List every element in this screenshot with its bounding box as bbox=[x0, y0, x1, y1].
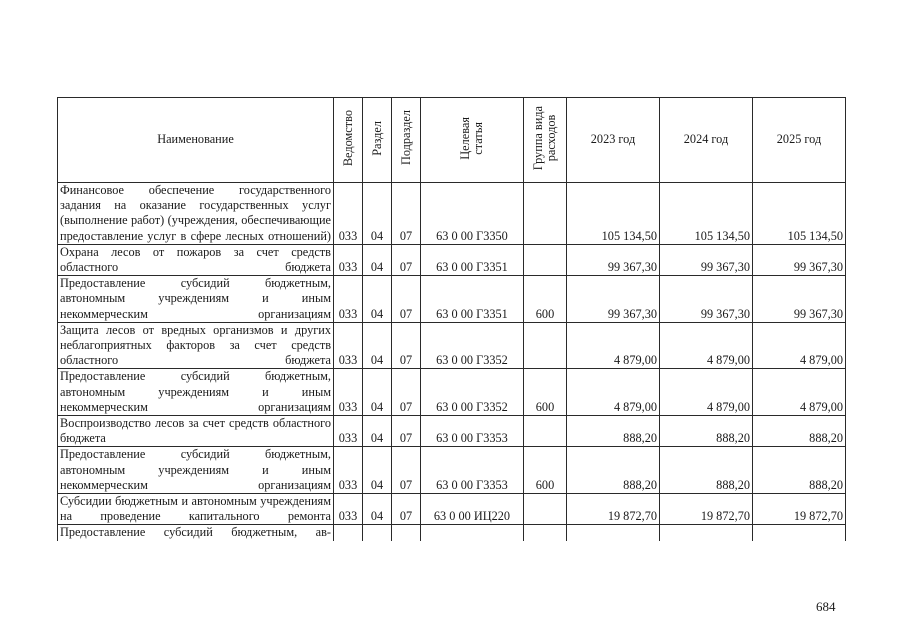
cell-target: 63 0 00 ИЦ220 bbox=[421, 494, 524, 525]
cell-y2024: 99 367,30 bbox=[660, 244, 753, 275]
table-row bbox=[58, 244, 846, 275]
cell-ved bbox=[334, 525, 363, 541]
cell-y2025: 888,20 bbox=[753, 447, 846, 494]
cell-group: 600 bbox=[524, 369, 567, 416]
cell-y2023: 99 367,30 bbox=[567, 244, 660, 275]
cell-target: 63 0 00 Г3352 bbox=[421, 369, 524, 416]
cell-group: 600 bbox=[524, 447, 567, 494]
header-podrazdel: Подраздел bbox=[392, 98, 421, 183]
cell-y2025: 888,20 bbox=[753, 416, 846, 447]
cell-razdel: 04 bbox=[363, 447, 392, 494]
cell-target: 63 0 00 Г3352 bbox=[421, 322, 524, 369]
cell-group bbox=[524, 244, 567, 275]
table-row bbox=[58, 494, 846, 525]
cell-podrazdel: 07 bbox=[392, 447, 421, 494]
cell-ved: 033 bbox=[334, 369, 363, 416]
cell-y2025: 4 879,00 bbox=[753, 322, 846, 369]
cell-y2024: 888,20 bbox=[660, 447, 753, 494]
cell-target bbox=[421, 525, 524, 541]
cell-ved: 033 bbox=[334, 322, 363, 369]
cell-razdel: 04 bbox=[363, 244, 392, 275]
cell-podrazdel: 07 bbox=[392, 369, 421, 416]
cell-podrazdel: 07 bbox=[392, 494, 421, 525]
header-razdel: Раздел bbox=[363, 98, 392, 183]
cell-name: Защита лесов от вредных организмов и других неблагоприятных факторов за счет средств областного бюджета bbox=[58, 322, 334, 369]
cell-group bbox=[524, 525, 567, 541]
table-row bbox=[58, 416, 846, 447]
cell-y2025 bbox=[753, 525, 846, 541]
header-2024: 2024 год bbox=[660, 98, 753, 183]
cell-ved: 033 bbox=[334, 183, 363, 245]
cell-y2025: 105 134,50 bbox=[753, 183, 846, 245]
cell-ved: 033 bbox=[334, 244, 363, 275]
cell-name: Предоставление субсидий бюджетным, автономным учреждениям и иным некоммерческим организациям bbox=[58, 369, 334, 416]
cell-group bbox=[524, 494, 567, 525]
cell-y2023: 99 367,30 bbox=[567, 276, 660, 323]
cell-razdel: 04 bbox=[363, 369, 392, 416]
cell-name: Воспроизводство лесов за счет средств областного бюджета bbox=[58, 416, 334, 447]
cell-target: 63 0 00 Г3353 bbox=[421, 447, 524, 494]
cell-target: 63 0 00 Г3351 bbox=[421, 276, 524, 323]
cell-target: 63 0 00 Г3350 bbox=[421, 183, 524, 245]
cell-group bbox=[524, 322, 567, 369]
cell-y2025: 19 872,70 bbox=[753, 494, 846, 525]
cell-podrazdel: 07 bbox=[392, 183, 421, 245]
cell-name: Субсидии бюджетным и автономным учреждениям на проведение капитального ремонта bbox=[58, 494, 334, 525]
cell-ved: 033 bbox=[334, 416, 363, 447]
header-target: Целевая статья bbox=[421, 98, 524, 183]
cell-podrazdel: 07 bbox=[392, 322, 421, 369]
cell-ved: 033 bbox=[334, 447, 363, 494]
header-group: Группа вида расходов bbox=[524, 98, 567, 183]
table-row bbox=[58, 183, 846, 245]
cell-group: 600 bbox=[524, 276, 567, 323]
cell-podrazdel: 07 bbox=[392, 416, 421, 447]
cell-name: Финансовое обеспечение государственного задания на оказание государственных услуг (выполнение работ) (учреждения, обеспечивающие предоставление услуг в сфере лесных отношений) bbox=[58, 183, 334, 245]
header-name: Наименование bbox=[58, 98, 334, 183]
budget-table bbox=[57, 97, 846, 541]
cell-y2025: 99 367,30 bbox=[753, 276, 846, 323]
cell-razdel: 04 bbox=[363, 494, 392, 525]
cell-y2023: 888,20 bbox=[567, 447, 660, 494]
cell-y2025: 99 367,30 bbox=[753, 244, 846, 275]
cell-podrazdel: 07 bbox=[392, 276, 421, 323]
cell-y2024: 19 872,70 bbox=[660, 494, 753, 525]
cell-podrazdel bbox=[392, 525, 421, 541]
cell-razdel bbox=[363, 525, 392, 541]
cell-razdel: 04 bbox=[363, 416, 392, 447]
cell-ved: 033 bbox=[334, 276, 363, 323]
cell-ved: 033 bbox=[334, 494, 363, 525]
table-row bbox=[58, 276, 846, 323]
cell-razdel: 04 bbox=[363, 276, 392, 323]
cell-group bbox=[524, 416, 567, 447]
header-ved: Ведомство bbox=[334, 98, 363, 183]
cell-name: Предоставление субсидий бюджетным, автономным учреждениям и иным некоммерческим организациям bbox=[58, 447, 334, 494]
cell-target: 63 0 00 Г3351 bbox=[421, 244, 524, 275]
cell-y2024: 888,20 bbox=[660, 416, 753, 447]
cell-group bbox=[524, 183, 567, 245]
cell-target: 63 0 00 Г3353 bbox=[421, 416, 524, 447]
cell-y2023: 19 872,70 bbox=[567, 494, 660, 525]
cell-podrazdel: 07 bbox=[392, 244, 421, 275]
header-2025: 2025 год bbox=[753, 98, 846, 183]
cell-y2023: 4 879,00 bbox=[567, 369, 660, 416]
header-row bbox=[58, 98, 846, 183]
cell-y2023: 888,20 bbox=[567, 416, 660, 447]
cell-y2024: 105 134,50 bbox=[660, 183, 753, 245]
cell-y2023: 105 134,50 bbox=[567, 183, 660, 245]
table-row bbox=[58, 447, 846, 494]
page-number: 684 bbox=[816, 599, 836, 614]
cell-razdel: 04 bbox=[363, 322, 392, 369]
cell-y2024: 99 367,30 bbox=[660, 276, 753, 323]
table-row bbox=[58, 525, 846, 541]
cell-razdel: 04 bbox=[363, 183, 392, 245]
cell-name: Предоставление субсидий бюджетным, автономным учреждениям и иным некоммерческим организациям bbox=[58, 276, 334, 323]
cell-y2024: 4 879,00 bbox=[660, 322, 753, 369]
cell-y2023 bbox=[567, 525, 660, 541]
cell-y2023: 4 879,00 bbox=[567, 322, 660, 369]
cell-y2024 bbox=[660, 525, 753, 541]
cell-name: Предоставление субсидий бюджетным, ав- bbox=[58, 525, 334, 541]
cell-name: Охрана лесов от пожаров за счет средств областного бюджета bbox=[58, 244, 334, 275]
table-row bbox=[58, 322, 846, 369]
table-row bbox=[58, 369, 846, 416]
header-2023: 2023 год bbox=[567, 98, 660, 183]
cell-y2024: 4 879,00 bbox=[660, 369, 753, 416]
cell-y2025: 4 879,00 bbox=[753, 369, 846, 416]
